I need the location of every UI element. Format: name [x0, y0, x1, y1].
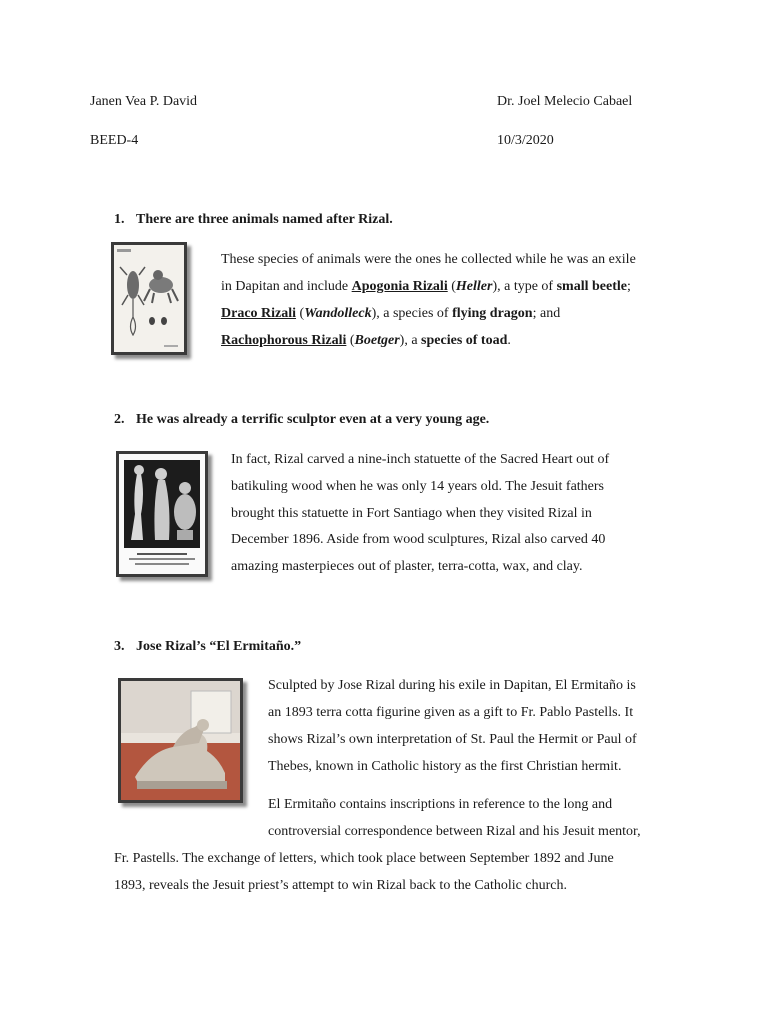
text-run: ), a species of — [371, 306, 453, 321]
species-draco-rizali: Draco Rizali — [221, 306, 297, 321]
teacher-name: Dr. Joel Melecio Cabael — [497, 94, 633, 109]
text-run: ( — [447, 279, 456, 294]
section-2-line-5: amazing masterpieces out of plaster, terra-cotta, wax, and clay. — [231, 559, 583, 574]
section-2-line-1: In fact, Rizal carved a nine-inch statuette of the Sacred Heart out of — [231, 452, 610, 467]
text-run: in Dapitan and include — [221, 279, 352, 294]
sculptures-icon — [119, 454, 205, 574]
text-run: ; and — [532, 306, 561, 321]
section-1-line-2 — [221, 279, 631, 295]
text-run: ( — [296, 306, 305, 321]
section-3-p2-line-2: controversial correspondence between Rizal and his Jesuit mentor, — [268, 824, 641, 839]
section-3-number: 3. — [114, 639, 125, 654]
author-heller: Heller — [455, 279, 493, 294]
small-beetle-label: small beetle — [556, 279, 627, 294]
section-1-title: There are three animals named after Rizal. — [136, 212, 393, 227]
section-1-number: 1. — [114, 212, 125, 227]
animal-specimens-icon — [114, 245, 184, 352]
section-1-line-1: These species of animals were the ones he collected while he was an exile — [221, 252, 636, 267]
section-2-line-2: batikuling wood when he was only 14 years old. The Jesuit fathers — [231, 479, 605, 494]
student-name: Janen Vea P. David — [90, 94, 198, 109]
section-3-p2-line-3: Fr. Pastells. The exchange of letters, which took place between September 1892 and June — [114, 851, 614, 866]
animal-specimens-illustration — [111, 242, 187, 355]
section-3-heading — [114, 639, 301, 655]
el-ermitano-icon — [121, 681, 240, 800]
sculptures-photo — [116, 451, 208, 577]
text-run: ), a type of — [492, 279, 557, 294]
section-3-p2-line-4: 1893, reveals the Jesuit priest’s attempt to win Rizal back to the Catholic church. — [114, 878, 567, 893]
text-run: ), a — [399, 333, 422, 348]
species-rachophorous-rizali: Rachophorous Rizali — [221, 333, 347, 348]
section-2-heading — [114, 412, 489, 428]
section-3-title: Jose Rizal’s “El Ermitaño.” — [136, 639, 302, 654]
section-2-line-3: brought this statuette in Fort Santiago when they visited Rizal in — [231, 506, 592, 521]
section-1-heading — [114, 212, 393, 228]
date-label: 10/3/2020 — [497, 133, 554, 148]
section-2-title: He was already a terrific sculptor even at a very young age. — [136, 412, 490, 427]
section-1-line-3 — [221, 306, 560, 322]
section-1-line-4 — [221, 333, 511, 349]
species-apogonia-rizali: Apogonia Rizali — [351, 279, 448, 294]
section-2-line-4: December 1896. Aside from wood sculptures, Rizal also carved 40 — [231, 532, 606, 547]
section-3-p1-line-2: an 1893 terra cotta figurine given as a gift to Fr. Pablo Pastells. It — [268, 705, 634, 720]
text-run: . — [507, 333, 511, 348]
species-of-toad-label: species of toad — [421, 333, 508, 348]
course-label: BEED-4 — [90, 133, 139, 148]
section-3-p1-line-4: Thebes, known in Catholic history as the first Christian hermit. — [268, 759, 622, 774]
section-2-number: 2. — [114, 412, 125, 427]
text-run: ; — [626, 279, 631, 294]
section-3-p1-line-3: shows Rizal’s own interpretation of St. Paul the Hermit or Paul of — [268, 732, 637, 747]
el-ermitano-figurine-photo — [118, 678, 243, 803]
text-run: ( — [346, 333, 355, 348]
section-3-p1-line-1: Sculpted by Jose Rizal during his exile in Dapitan, El Ermitaño is — [268, 678, 636, 693]
flying-dragon-label: flying dragon — [452, 306, 533, 321]
author-boetger: Boetger — [354, 333, 400, 348]
section-3-p2-line-1: El Ermitaño contains inscriptions in reference to the long and — [268, 797, 613, 812]
author-wandolleck: Wandolleck — [304, 306, 372, 321]
